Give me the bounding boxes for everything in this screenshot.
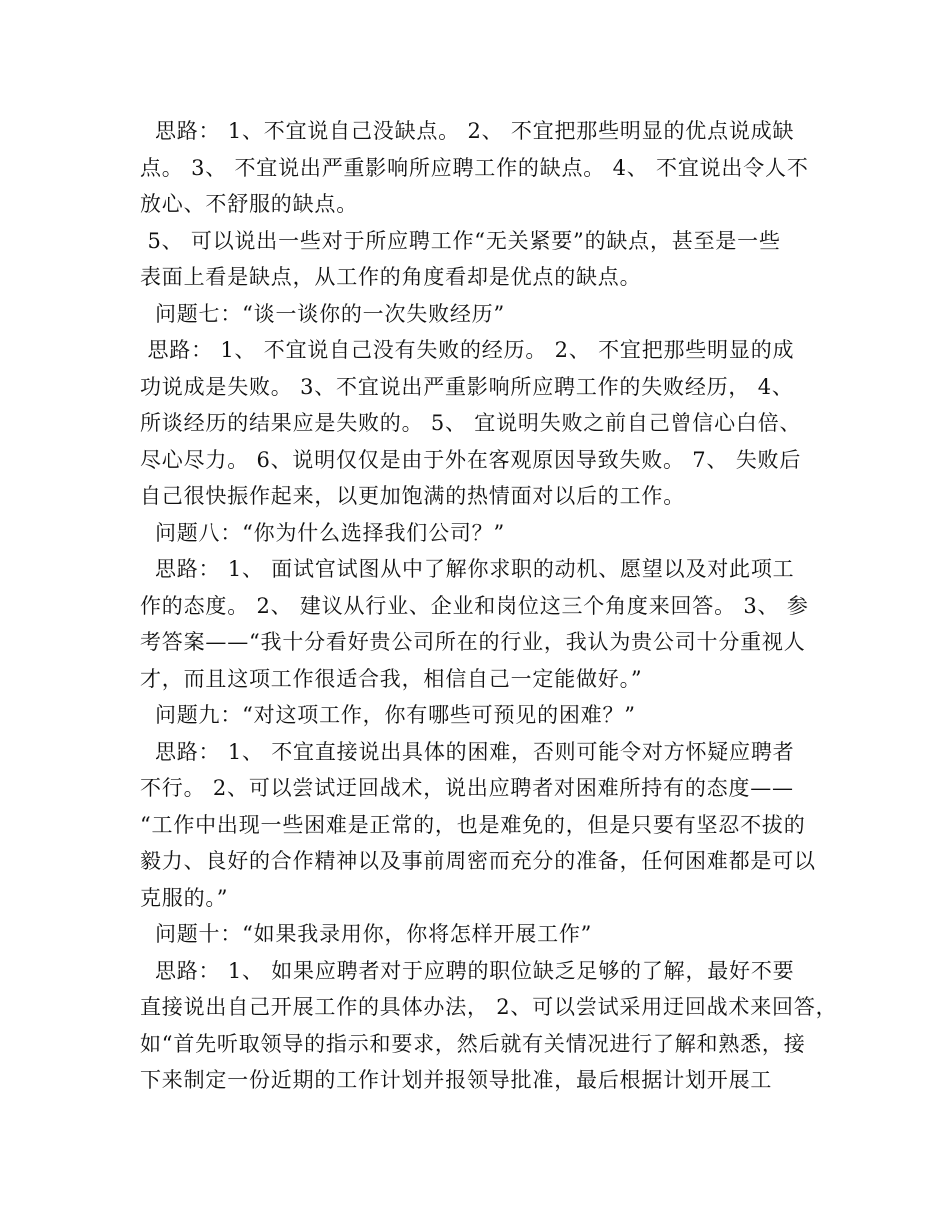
text-line: 所谈经历的结果应是失败的。 5、 宜说明失败之前自己曾信心白倍、 (140, 411, 802, 435)
text-line: 思路： 1、 不宜说自己没有失败的经历。 2、 不宜把那些明显的成 (140, 338, 795, 362)
text-line: 尽心尽力。 6、说明仅仅是由于外在客观原因导致失败。 7、 失败后 (140, 447, 802, 472)
text-line: 表面上看是缺点，从工作的角度看却是优点的缺点。 (140, 265, 642, 289)
text-line: 才，而且这项工作很适合我，相信自己一定能做好。” (140, 666, 643, 691)
text-line: 克服的。” (140, 885, 229, 910)
text-line: 考答案——“我十分看好贵公司所在的行业，我认为贵公司十分重视人 (140, 630, 806, 654)
text-line: 自己很快振作起来，以更加饱满的热情面对以后的工作。 (140, 484, 685, 508)
text-line: 思路： 1、 如果应聘者对于应聘的职位缺乏足够的了解，最好不要 (140, 958, 795, 983)
text-line: 不行。 2、可以尝试迂回战术，说出应聘者对困难所持有的态度—— (140, 776, 794, 800)
text-line: “工作中出现一些困难是正常的，也是难免的，但是只要有坚忍不拔的 (140, 812, 806, 837)
text-line: 作的态度。 2、 建议从行业、企业和岗位这三个角度来回答。 3、 参 (140, 593, 809, 618)
document-body (140, 113, 838, 1099)
question-heading: 问题八：“你为什么选择我们公司？” (140, 520, 506, 545)
question-heading: 问题九：“对这项工作，你有哪些可预见的困难？” (140, 703, 636, 727)
text-line: 直接说出自己开展工作的具体办法， 2、可以尝试采用迂回战术来回答， (140, 995, 838, 1019)
question-heading: 问题十：“如果我录用你，你将怎样开展工作” (140, 922, 593, 946)
text-line: 思路： 1、不宜说自己没缺点。 2、 不宜把那些明显的优点说成缺 (140, 119, 795, 143)
question-heading: 问题七：“谈一谈你的一次失败经历” (140, 301, 506, 326)
text-line: 下来制定一份近期的工作计划并报领导批准，最后根据计划开展工 (140, 1068, 773, 1092)
text-line: 思路： 1、 不宜直接说出具体的困难，否则可能令对方怀疑应聘者 (140, 739, 795, 764)
text-line: 点。 3、 不宜说出严重影响所应聘工作的缺点。 4、 不宜说出令人不 (140, 155, 809, 180)
text-line: 思路： 1、 面试官试图从中了解你求职的动机、愿望以及对此项工 (140, 557, 795, 581)
text-line: 毅力、良好的合作精神以及事前周密而充分的准备，任何困难都是可以 (140, 849, 816, 873)
text-line: 放心、不舒服的缺点。 (140, 192, 358, 216)
text-line: 功说成是失败。 3、不宜说出严重影响所应聘工作的失败经历， 4、 (140, 374, 794, 399)
text-line: 如“首先听取领导的指示和要求，然后就有关情况进行了解和熟悉，接 (140, 1031, 806, 1056)
text-line: 5、 可以说出一些对于所应聘工作“无关紧要”的缺点，甚至是一些 (140, 228, 781, 253)
